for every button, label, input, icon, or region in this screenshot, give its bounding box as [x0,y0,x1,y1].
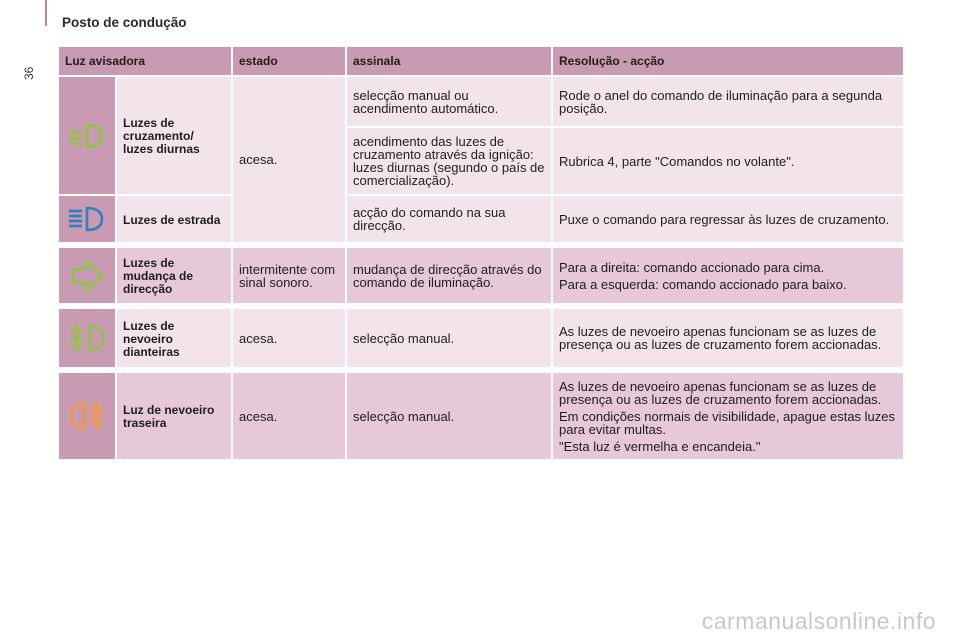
direction-indicator-icon [67,256,107,296]
rear-fog-icon [66,398,108,434]
light-name-dipped: Luzes de cruzamento/ luzes diurnas [116,76,232,195]
table-row-rear-fog [58,372,904,460]
state-indicators: intermitente com sinal sonoro. [232,247,346,304]
signal-rear-fog: selecção manual. [346,372,552,460]
state-front-fog: acesa. [232,308,346,368]
warning-lights-table [57,45,905,461]
section-marker-bar [45,0,47,26]
light-name-main-beam: Luzes de estrada [116,195,232,243]
header-warning-light: Luz avisadora [58,46,232,76]
action-front-fog: As luzes de nevoeiro apenas funcionam se as luzes de presença ou as luzes de cruzamento forem accionadas. [552,308,904,368]
icon-cell-rear-fog [58,372,116,460]
icon-cell-dipped [58,76,116,195]
signal-main-beam: acção do comando na sua direcção. [346,195,552,243]
action-indicators-left: Para a esquerda: comando accionado para baixo. [559,276,847,292]
action-rear-fog-switch-off: Em condições normais de visibilidade, apague estas luzes para evitar multas. [559,408,896,437]
signal-front-fog: selecção manual. [346,308,552,368]
action-indicators-right: Para a direita: comando accionado para cima. [559,259,825,275]
watermark: carmanualsonline.info [701,608,936,634]
table-row-front-fog [58,308,904,368]
main-beam-icon [66,204,108,234]
header-action: Resolução - acção [552,46,904,76]
icon-cell-indicators [58,247,116,304]
table-row-main-beam [58,195,904,243]
action-dipped-ignition: Rubrica 4, parte "Comandos no volante". [552,127,904,195]
light-name-front-fog: Luzes de nevoeiro dianteiras [116,308,232,368]
state-dipped-and-main: acesa. [232,76,346,243]
section-title: Posto de condução [62,15,187,30]
action-rear-fog [552,372,904,460]
signal-dipped-ignition: acendimento das luzes de cruzamento através da ignição: luzes diurnas (segundo o país de comercialização). [346,127,552,195]
action-dipped-manual: Rode o anel do comando de iluminação para a segunda posição. [552,76,904,127]
state-rear-fog: acesa. [232,372,346,460]
light-name-indicators: Luzes de mudança de direcção [116,247,232,304]
signal-dipped-manual: selecção manual ou acendimento automático. [346,76,552,127]
action-rear-fog-warning: "Esta luz é vermelha e encandeia." [559,438,761,454]
table-row-dipped-a [58,76,904,127]
header-signal: assinala [346,46,552,76]
signal-indicators: mudança de direcção através do comando de iluminação. [346,247,552,304]
icon-cell-main-beam [58,195,116,243]
table-row-indicators [58,247,904,304]
action-main-beam: Puxe o comando para regressar às luzes de cruzamento. [552,195,904,243]
dipped-beam-icon [66,121,108,151]
icon-cell-front-fog [58,308,116,368]
table-header-row [58,46,904,76]
page-number: 36 [22,66,36,80]
action-indicators [552,247,904,304]
light-name-rear-fog: Luz de nevoeiro traseira [116,372,232,460]
header-state: estado [232,46,346,76]
action-rear-fog-condition: As luzes de nevoeiro apenas funcionam se as luzes de presença ou as luzes de cruzamento forem accionadas. [559,378,882,407]
front-fog-icon [66,320,108,356]
